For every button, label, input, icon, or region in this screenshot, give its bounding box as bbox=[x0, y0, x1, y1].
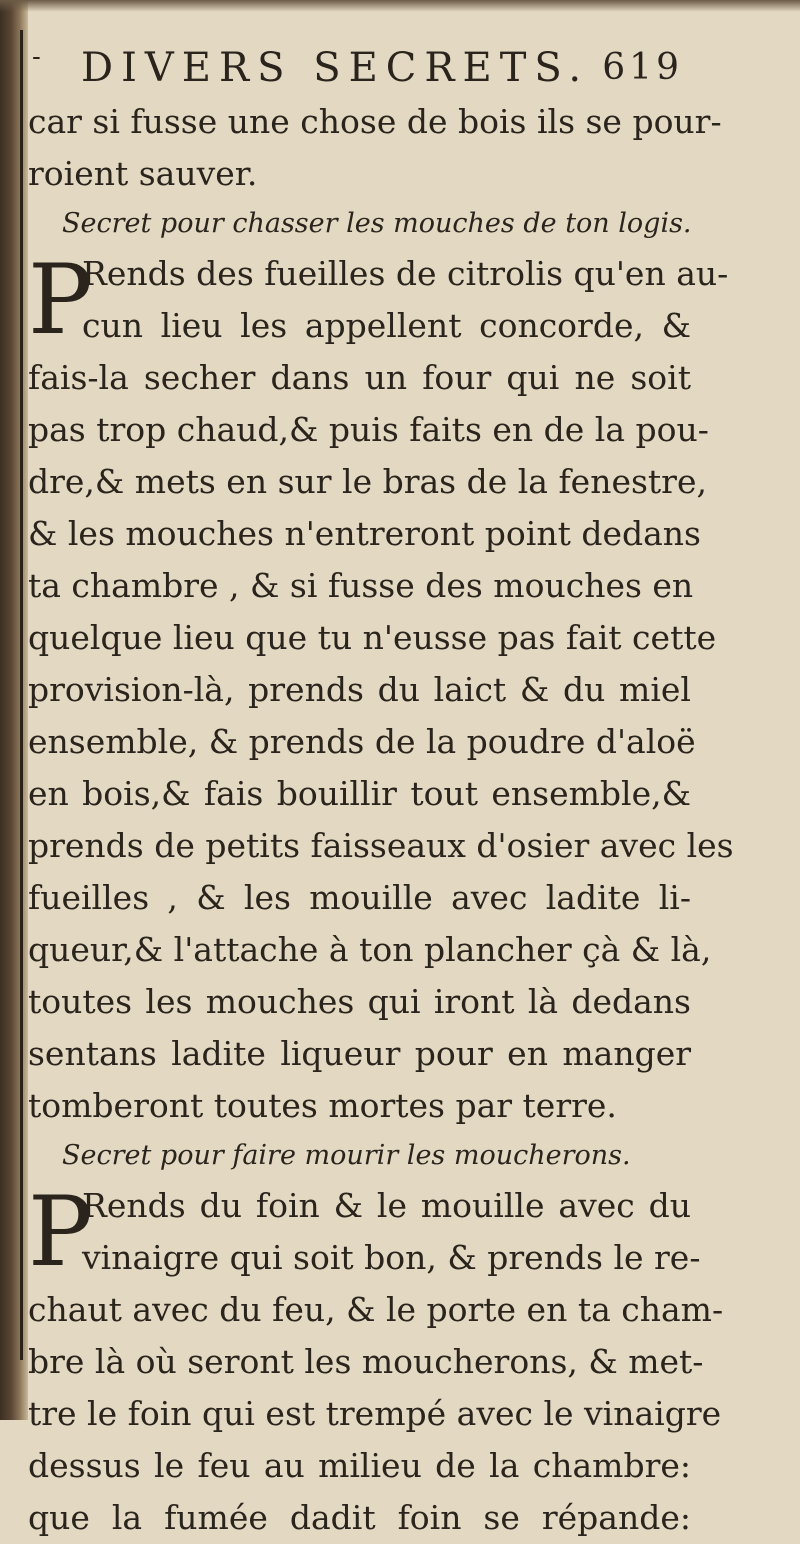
drop-cap-letter: P bbox=[28, 1176, 93, 1288]
text-line: fais-la secher dans un four qui ne soit bbox=[28, 358, 691, 397]
text-line: roient sauver. bbox=[28, 154, 258, 193]
section-body-mouches bbox=[26, 244, 734, 1132]
text-line: provision-là, prends du laict & du miel bbox=[28, 670, 691, 709]
top-shadow bbox=[0, 0, 800, 12]
text-line: dessus le feu au milieu de la chambre: bbox=[28, 1446, 691, 1485]
drop-cap-letter: P bbox=[28, 244, 93, 356]
section-body-moucherons bbox=[26, 1176, 724, 1544]
text-line: dre,& mets en sur le bras de la fenestre, bbox=[28, 462, 707, 501]
text-line: vinaigre qui soit bon, & prends le re- bbox=[82, 1238, 701, 1277]
running-head-mark: - bbox=[32, 42, 41, 72]
text-line: quelque lieu que tu n'eusse pas fait cette bbox=[28, 618, 717, 657]
book-page bbox=[26, 30, 734, 1537]
text-line: que la fumée dadit foin se répande: bbox=[28, 1498, 691, 1537]
text-line: bre là où seront les moucherons, & met- bbox=[28, 1342, 704, 1381]
text-line: tre le foin qui est trempé avec le vinaigre bbox=[28, 1394, 722, 1433]
section-heading-mouches: Secret pour chasser les mouches de ton logis. bbox=[62, 208, 692, 239]
text-line: cun lieu les appellent concorde, & bbox=[82, 306, 691, 345]
running-head-title: DIVERS SECRETS. bbox=[81, 45, 590, 91]
book-spine bbox=[0, 0, 28, 1420]
text-line: pas trop chaud,& puis faits en de la pou- bbox=[28, 410, 709, 449]
running-head bbox=[26, 30, 691, 96]
text-line: sentans ladite liqueur pour en manger bbox=[28, 1034, 691, 1073]
text-line: ensemble, & prends de la poudre d'aloë bbox=[28, 722, 696, 761]
text-line: toutes les mouches qui iront là dedans bbox=[28, 982, 691, 1021]
text-line: fueilles , & les mouille avec ladite li- bbox=[28, 878, 691, 917]
text-line: chaut avec du feu, & le porte en ta cham- bbox=[28, 1290, 724, 1329]
text-line: & les mouches n'entreront point dedans bbox=[28, 514, 701, 553]
text-line: ta chambre , & si fusse des mouches en bbox=[28, 566, 694, 605]
page-number: 619 bbox=[602, 47, 683, 88]
text-line: car si fusse une chose de bois ils se pour- bbox=[28, 102, 722, 141]
text-line: Rends du foin & le mouille avec du bbox=[82, 1186, 691, 1225]
text-line: en bois,& fais bouillir tout ensemble,& bbox=[28, 774, 691, 813]
text-line: queur,& l'attache à ton plancher çà & là, bbox=[28, 930, 712, 969]
text-line: Rends des fueilles de citrolis qu'en au- bbox=[82, 254, 729, 293]
text-line: tomberont toutes mortes par terre. bbox=[28, 1086, 617, 1125]
section-heading-moucherons: Secret pour faire mourir les moucherons. bbox=[62, 1140, 631, 1171]
text-line: prends de petits faisseaux d'osier avec les bbox=[28, 826, 734, 865]
page-edge-line bbox=[20, 30, 23, 1360]
